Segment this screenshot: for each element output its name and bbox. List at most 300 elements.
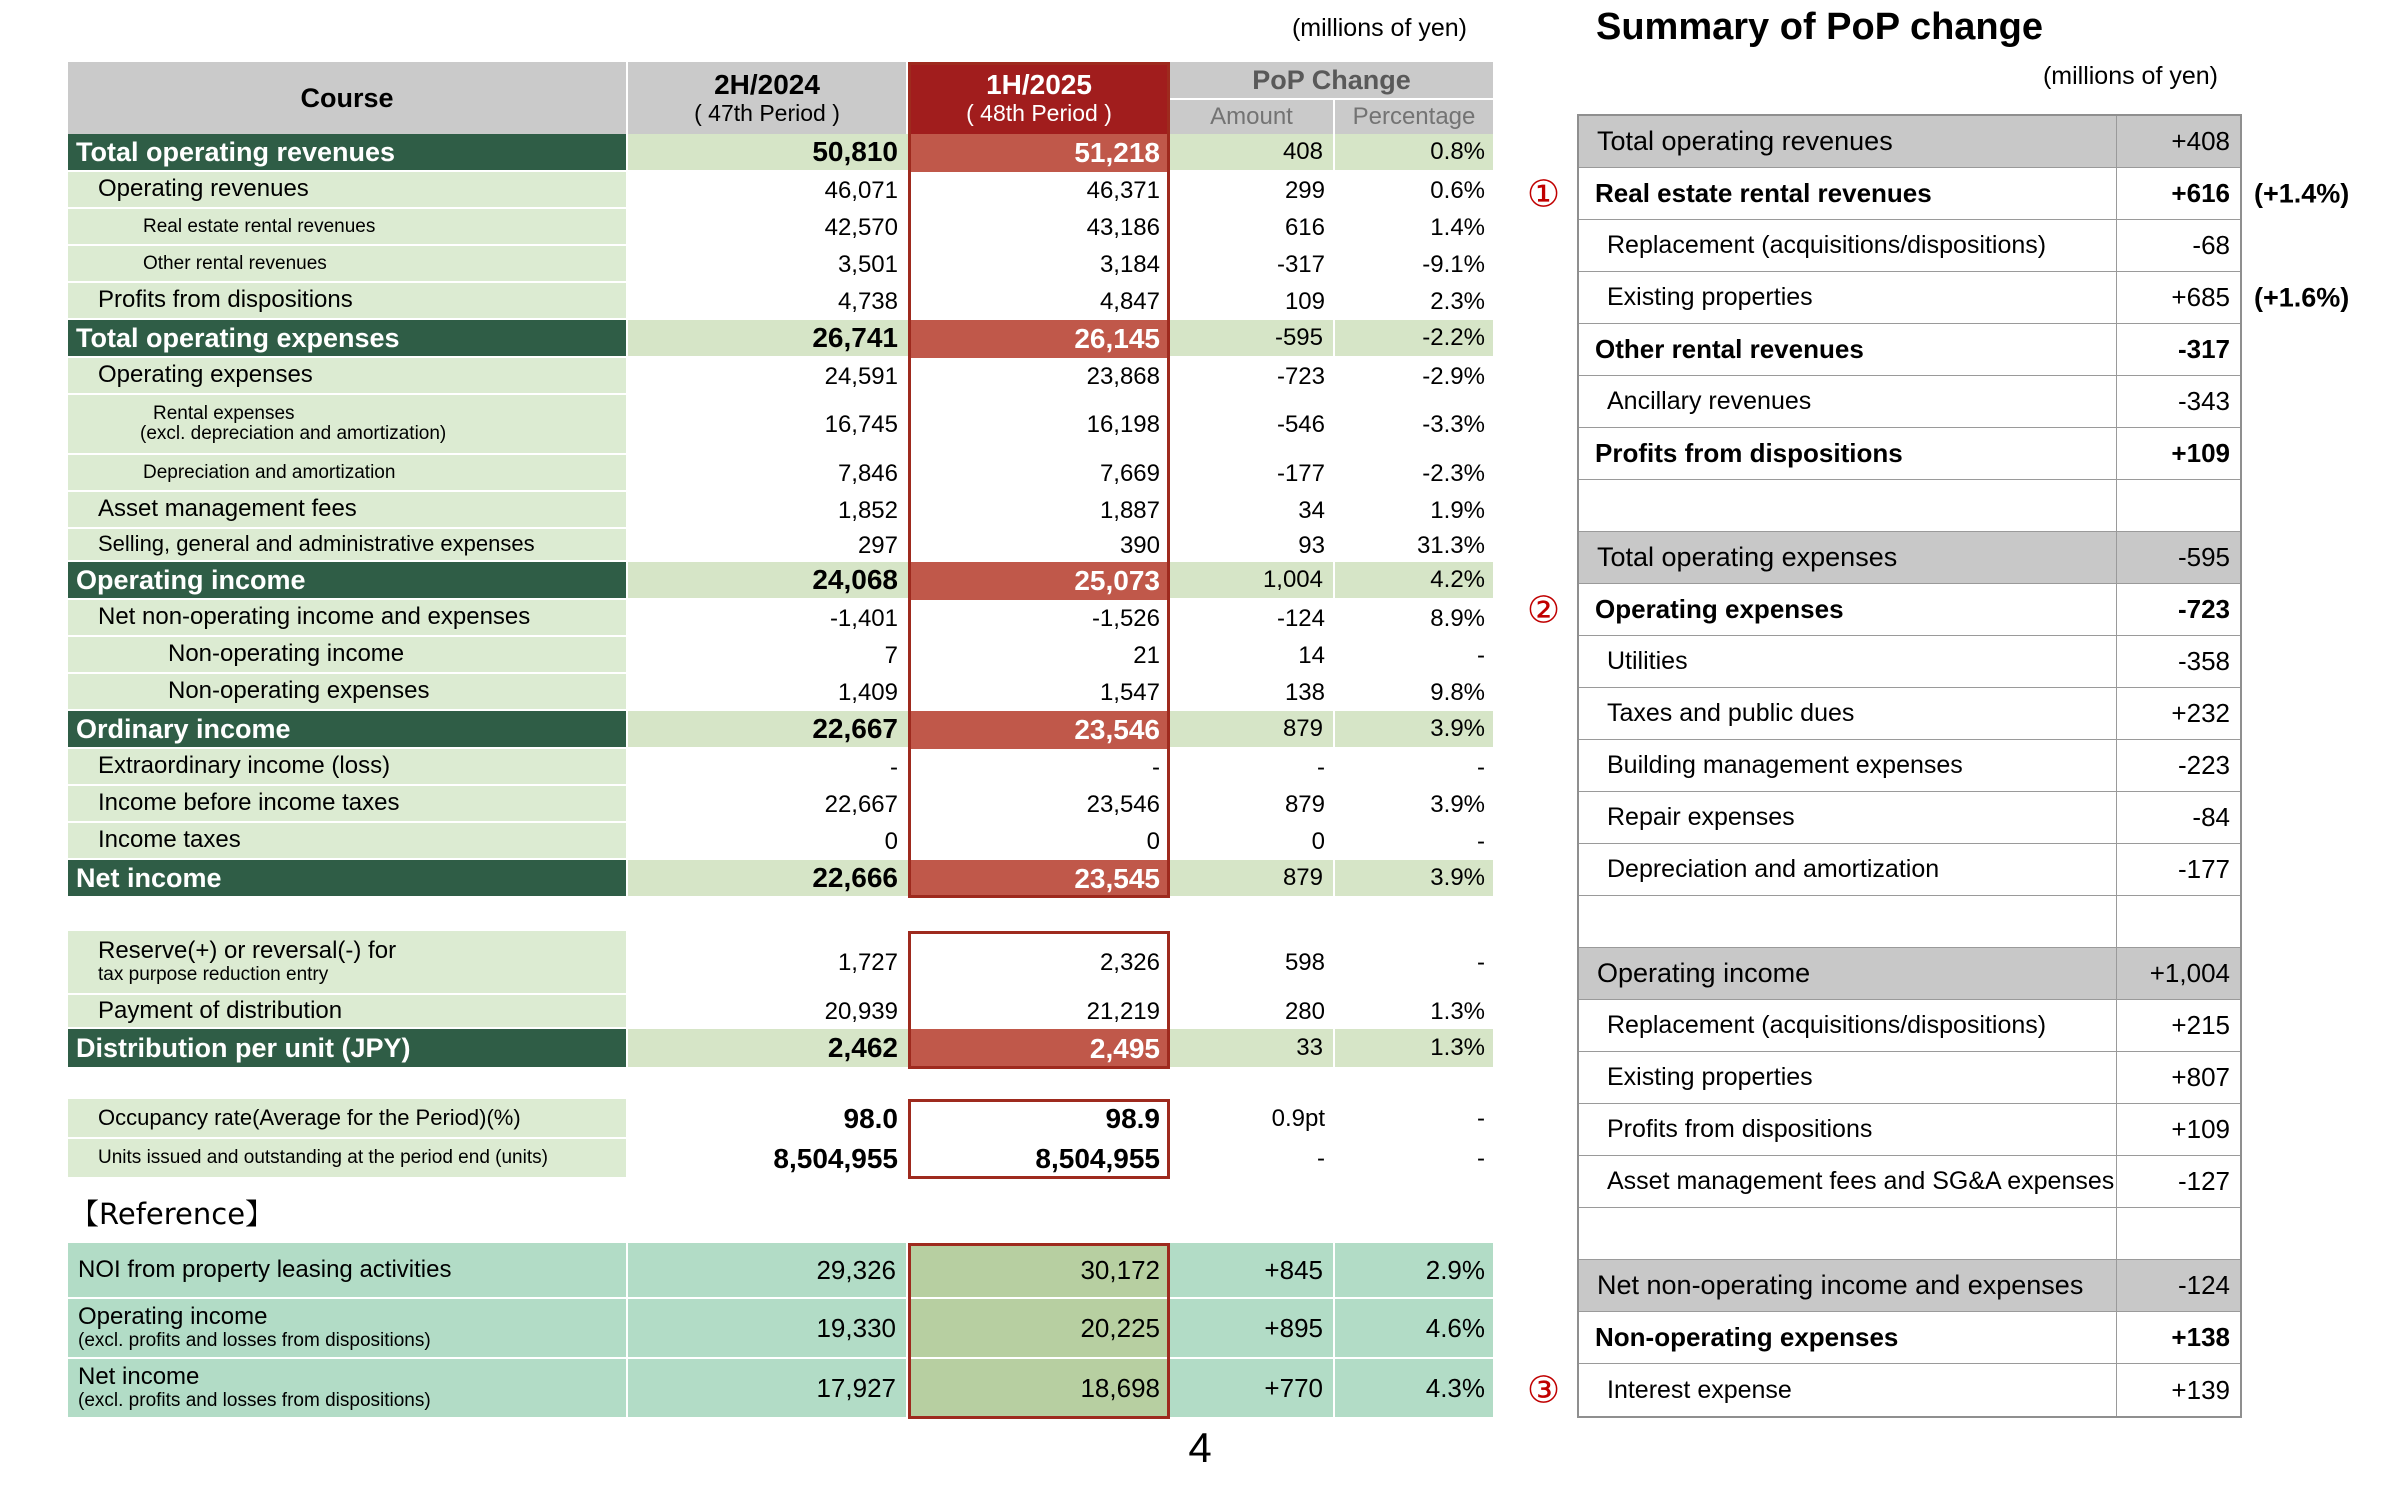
table-row xyxy=(68,455,1493,492)
table-row xyxy=(68,637,1493,674)
summary-value: -177 xyxy=(2177,854,2230,884)
row-label: Total operating revenues xyxy=(76,136,396,167)
table-row xyxy=(68,1359,1493,1419)
summary-row xyxy=(1579,116,2240,168)
summary-label: Taxes and public dues xyxy=(1579,688,2117,739)
cell-pop-percentage: 8.9% xyxy=(1430,604,1485,632)
cell-1h2025-value: 46,371 xyxy=(1086,176,1160,204)
summary-label: Existing properties xyxy=(1579,272,2117,323)
cell-label xyxy=(68,283,628,320)
cell-pop-amount: 109 xyxy=(1284,287,1325,315)
cell-2h2024-value: 17,927 xyxy=(628,1359,908,1419)
cell-label xyxy=(68,209,628,246)
row-label: Asset management fees xyxy=(98,495,357,523)
cell-1h2025-value: 7,669 xyxy=(1099,459,1160,487)
summary-value: -84 xyxy=(2192,802,2230,832)
summary-row xyxy=(1579,428,2240,480)
cell-pop-amount: 616 xyxy=(1284,213,1325,241)
table-row xyxy=(68,358,1493,395)
table-row xyxy=(68,1029,1493,1069)
cell-pop-amount: -124 xyxy=(1276,604,1325,632)
summary-label: Utilities xyxy=(1579,636,2117,687)
row-label: Reserve(+) or reversal(-) for xyxy=(98,937,397,965)
cell-2h2024-value: 22,666 xyxy=(628,860,908,898)
period-a-label: 2H/2024 xyxy=(714,69,820,101)
summary-label xyxy=(1579,1208,2117,1259)
cell-pop-percentage: 1.9% xyxy=(1430,496,1485,524)
summary-label: Profits from dispositions xyxy=(1579,428,2117,479)
cell-label xyxy=(68,1139,628,1179)
summary-value: -317 xyxy=(2177,334,2230,364)
summary-label: Repair expenses xyxy=(1579,792,2117,843)
cell-pop-percentage: 1.3% xyxy=(1335,1029,1493,1069)
summary-value: +807 xyxy=(2171,1062,2230,1092)
cell-1h2025-value: 1,887 xyxy=(1099,496,1160,524)
row-label: Operating expenses xyxy=(98,361,313,389)
cell-pop-percentage: - xyxy=(1477,753,1485,781)
cell-1h2025-value: 2,495 xyxy=(908,1029,1170,1069)
cell-label xyxy=(68,711,628,749)
cell-pop-percentage: -2.9% xyxy=(1422,362,1485,390)
table-row xyxy=(68,1099,1493,1139)
cell-1h2025-value: 23,545 xyxy=(908,860,1170,898)
table-row xyxy=(68,786,1493,823)
period-b-label: 1H/2025 xyxy=(986,69,1092,101)
summary-label: Operating expenses xyxy=(1579,584,2117,635)
cell-pop-amount: -317 xyxy=(1276,250,1325,278)
cell-1h2025-value: 23,868 xyxy=(1086,362,1160,390)
cell-label xyxy=(68,172,628,209)
cell-1h2025-value: 43,186 xyxy=(1086,213,1160,241)
summary-label: Depreciation and amortization xyxy=(1579,844,2117,895)
summary-label: Total operating expenses xyxy=(1579,532,2117,583)
column-header-1h2025 xyxy=(908,62,1170,134)
summary-row xyxy=(1579,480,2240,532)
cell-2h2024-value: 42,570 xyxy=(824,213,898,241)
summary-value: +109 xyxy=(2171,1114,2230,1144)
cell-2h2024-value: 24,068 xyxy=(628,562,908,600)
cell-pop-percentage: 3.9% xyxy=(1430,790,1485,818)
table-row xyxy=(68,246,1493,283)
summary-row xyxy=(1579,948,2240,1000)
summary-value: +1,004 xyxy=(2149,958,2230,988)
summary-label: Total operating revenues xyxy=(1579,116,2117,167)
row-label: Net non-operating income and expenses xyxy=(98,603,531,631)
cell-2h2024-value: 4,738 xyxy=(837,287,898,315)
row-label: Extraordinary income (loss) xyxy=(98,752,391,780)
cell-1h2025-value: 0 xyxy=(1146,827,1160,855)
row-label: Income taxes xyxy=(98,826,241,854)
reference-heading: 【Reference】 xyxy=(70,1197,275,1231)
cell-2h2024-value: 1,727 xyxy=(837,949,898,976)
table-row xyxy=(68,600,1493,637)
row-label: Selling, general and administrative expenses xyxy=(98,531,535,557)
cell-1h2025-value: 23,546 xyxy=(908,711,1170,749)
cell-2h2024-value: 7 xyxy=(884,641,898,669)
table-row xyxy=(68,562,1493,600)
table-row xyxy=(68,134,1493,172)
cell-label xyxy=(68,246,628,283)
cell-label xyxy=(68,320,628,358)
summary-rows xyxy=(1527,116,2350,1416)
summary-value: +408 xyxy=(2171,126,2230,156)
summary-row xyxy=(1579,376,2240,428)
summary-row xyxy=(1579,1104,2240,1156)
summary-row xyxy=(1579,688,2240,740)
cell-pop-percentage: - xyxy=(1477,827,1485,855)
cell-pop-amount: +895 xyxy=(1170,1299,1335,1359)
cell-2h2024-value: 297 xyxy=(857,531,898,559)
row-label: Units issued and outstanding at the period end (units) xyxy=(98,1147,548,1169)
cell-pop-amount: 0 xyxy=(1311,827,1325,855)
cell-2h2024-value: 24,591 xyxy=(824,362,898,390)
summary-title: Summary of PoP change xyxy=(1596,6,2043,48)
income-statement-table xyxy=(68,62,1493,1179)
cell-2h2024-value: 26,741 xyxy=(628,320,908,358)
cell-1h2025-value: 2,326 xyxy=(1099,949,1160,976)
summary-value: -124 xyxy=(2177,1270,2230,1300)
summary-value: -595 xyxy=(2177,542,2230,572)
cell-2h2024-value: 7,846 xyxy=(837,459,898,487)
cell-1h2025-value: 30,172 xyxy=(908,1243,1170,1299)
cell-1h2025-value: 3,184 xyxy=(1099,250,1160,278)
table-header-row xyxy=(68,62,1493,134)
summary-label: Asset management fees and SG&A expenses xyxy=(1579,1156,2117,1207)
row-label-line2: (excl. profits and losses from dispositions) xyxy=(78,1389,431,1411)
table-row xyxy=(68,931,1493,995)
reference-rows xyxy=(68,1243,1493,1419)
row-label: Operating income xyxy=(78,1303,268,1331)
cell-2h2024-value: 29,326 xyxy=(628,1243,908,1299)
table-row xyxy=(68,320,1493,358)
cell-label xyxy=(68,1299,628,1359)
summary-row xyxy=(1579,896,2240,948)
table-row xyxy=(68,172,1493,209)
summary-label: Existing properties xyxy=(1579,1052,2117,1103)
page-number: 4 xyxy=(1188,1424,1212,1471)
cell-pop-percentage: 2.3% xyxy=(1430,287,1485,315)
summary-label xyxy=(1579,896,2117,947)
row-label: Other rental revenues xyxy=(143,252,327,274)
row-label: Income before income taxes xyxy=(98,789,400,817)
cell-1h2025-value: 390 xyxy=(1119,531,1160,559)
summary-row xyxy=(1579,1156,2240,1208)
summary-value xyxy=(2117,1208,2240,1259)
summary-label: Non-operating expenses xyxy=(1579,1312,2117,1363)
cell-pop-amount: 93 xyxy=(1298,531,1325,559)
cell-label xyxy=(68,995,628,1029)
pop-change-label: PoP Change xyxy=(1170,62,1493,100)
cell-pop-amount: +845 xyxy=(1170,1243,1335,1299)
cell-pop-percentage: 1.4% xyxy=(1430,213,1485,241)
cell-label xyxy=(68,823,628,860)
column-header-course: Course xyxy=(68,62,628,134)
summary-row xyxy=(1579,1208,2240,1260)
cell-pop-amount: 138 xyxy=(1284,678,1325,706)
row-label: Net income xyxy=(76,862,222,893)
cell-label xyxy=(68,1359,628,1419)
cell-pop-amount: 33 xyxy=(1170,1029,1335,1069)
table-row xyxy=(68,1243,1493,1299)
cell-pop-percentage: 31.3% xyxy=(1416,531,1485,559)
cell-label xyxy=(68,562,628,600)
annotation-percentage: (+1.6%) xyxy=(2254,282,2350,312)
summary-label: Ancillary revenues xyxy=(1579,376,2117,427)
pop-summary-table xyxy=(1527,114,2350,1418)
cell-1h2025-value: 4,847 xyxy=(1099,287,1160,315)
cell-pop-percentage: -2.3% xyxy=(1422,459,1485,487)
summary-row xyxy=(1527,584,2240,636)
column-header-amount: Amount xyxy=(1170,100,1335,134)
cell-2h2024-value: 50,810 xyxy=(628,134,908,172)
cell-2h2024-value: 98.0 xyxy=(843,1103,898,1134)
row-label: Non-operating income xyxy=(168,640,405,668)
cell-label xyxy=(68,749,628,786)
cell-pop-percentage: 9.8% xyxy=(1430,678,1485,706)
cell-label xyxy=(68,600,628,637)
cell-pop-percentage: 4.3% xyxy=(1335,1359,1493,1419)
table-row xyxy=(68,395,1493,455)
cell-pop-amount: 879 xyxy=(1284,790,1325,818)
summary-value: +616 xyxy=(2171,178,2230,208)
summary-row xyxy=(1579,324,2240,376)
row-label: Operating income xyxy=(76,564,306,595)
table-row xyxy=(68,711,1493,749)
cell-1h2025-value: 21 xyxy=(1133,641,1160,669)
cell-pop-amount: -723 xyxy=(1276,362,1325,390)
cell-pop-amount: 879 xyxy=(1170,711,1335,749)
summary-value: +215 xyxy=(2171,1010,2230,1040)
row-label: Rental expenses xyxy=(153,402,295,424)
cell-pop-amount: - xyxy=(1317,1145,1325,1172)
cell-pop-percentage: 3.9% xyxy=(1335,711,1493,749)
cell-pop-amount: -546 xyxy=(1276,411,1325,438)
column-header-2h2024 xyxy=(628,62,908,134)
cell-label xyxy=(68,637,628,674)
cell-label xyxy=(68,395,628,455)
summary-label: Replacement (acquisitions/dispositions) xyxy=(1579,220,2117,271)
column-header-pop-change xyxy=(1170,62,1493,134)
table-row xyxy=(68,674,1493,711)
cell-pop-percentage: - xyxy=(1477,1145,1485,1172)
cell-2h2024-value: -1,401 xyxy=(829,604,898,632)
summary-value xyxy=(2117,896,2240,947)
cell-1h2025-value: 26,145 xyxy=(908,320,1170,358)
cell-pop-percentage: - xyxy=(1477,641,1485,669)
summary-value: -127 xyxy=(2177,1166,2230,1196)
cell-1h2025-value: 1,547 xyxy=(1099,678,1160,706)
row-label: NOI from property leasing activities xyxy=(78,1255,452,1283)
row-label: Total operating expenses xyxy=(76,322,400,353)
summary-value: -343 xyxy=(2177,386,2230,416)
summary-value: +138 xyxy=(2171,1322,2230,1352)
cell-2h2024-value: 1,852 xyxy=(837,496,898,524)
row-label: Net income xyxy=(78,1363,200,1391)
summary-label: Interest expense xyxy=(1579,1364,2117,1416)
summary-row xyxy=(1579,220,2240,272)
cell-1h2025-value: 20,225 xyxy=(908,1299,1170,1359)
row-label-line2: tax purpose reduction entry xyxy=(98,963,329,985)
summary-row xyxy=(1579,532,2240,584)
cell-1h2025-value: 18,698 xyxy=(908,1359,1170,1419)
cell-label xyxy=(68,1243,628,1299)
cell-1h2025-value: 16,198 xyxy=(1086,411,1160,438)
cell-1h2025-value: -1,526 xyxy=(1091,604,1160,632)
cell-pop-percentage: 2.9% xyxy=(1335,1243,1493,1299)
summary-label: Replacement (acquisitions/dispositions) xyxy=(1579,1000,2117,1051)
cell-pop-percentage: -3.3% xyxy=(1422,411,1485,438)
row-label: Operating revenues xyxy=(98,175,309,203)
row-label: Payment of distribution xyxy=(98,996,343,1024)
period-b-sublabel: ( 48th Period ) xyxy=(966,100,1112,127)
cell-1h2025-value: 8,504,955 xyxy=(1035,1143,1160,1174)
cell-label xyxy=(68,358,628,395)
cell-pop-amount: 0.9pt xyxy=(1271,1105,1325,1132)
cell-pop-amount: 299 xyxy=(1284,176,1325,204)
cell-2h2024-value: 22,667 xyxy=(824,790,898,818)
cell-2h2024-value: 20,939 xyxy=(824,998,898,1025)
cell-pop-amount: 280 xyxy=(1284,998,1325,1025)
row-label: Profits from dispositions xyxy=(98,286,353,314)
summary-value: +139 xyxy=(2171,1374,2230,1405)
summary-label: Other rental revenues xyxy=(1579,324,2117,375)
cell-pop-amount: 14 xyxy=(1298,641,1325,669)
summary-value: -68 xyxy=(2192,230,2230,260)
cell-pop-amount: 1,004 xyxy=(1170,562,1335,600)
pop-change-subheaders xyxy=(1170,100,1493,134)
cell-pop-percentage: -2.2% xyxy=(1335,320,1493,358)
summary-row xyxy=(1579,844,2240,896)
reference-table xyxy=(68,1243,1493,1419)
summary-row xyxy=(1527,1364,2240,1416)
row-label: Depreciation and amortization xyxy=(143,461,396,483)
summary-value: +109 xyxy=(2171,438,2230,468)
row-label-line2: (excl. profits and losses from dispositions) xyxy=(78,1329,431,1351)
cell-label xyxy=(68,786,628,823)
cell-label xyxy=(68,455,628,492)
cell-pop-percentage: - xyxy=(1477,1105,1485,1132)
cell-pop-amount: - xyxy=(1317,753,1325,781)
table-row xyxy=(68,860,1493,898)
summary-row xyxy=(1579,792,2240,844)
cell-pop-percentage: 3.9% xyxy=(1335,860,1493,898)
marker-circled-number: ① xyxy=(1527,172,1561,215)
cell-pop-amount: 879 xyxy=(1170,860,1335,898)
summary-row xyxy=(1579,740,2240,792)
summary-row xyxy=(1579,272,2350,324)
summary-row xyxy=(1579,1312,2240,1364)
summary-value: -723 xyxy=(2177,594,2230,624)
cell-pop-percentage: - xyxy=(1477,949,1485,976)
cell-2h2024-value: 0 xyxy=(884,827,898,855)
summary-row xyxy=(1579,636,2240,688)
cell-2h2024-value: - xyxy=(890,753,898,781)
summary-label: Profits from dispositions xyxy=(1579,1104,2117,1155)
table-row xyxy=(68,529,1493,562)
cell-label xyxy=(68,1099,628,1139)
cell-2h2024-value: 2,462 xyxy=(628,1029,908,1069)
summary-row xyxy=(1527,168,2350,220)
summary-value: -358 xyxy=(2177,646,2230,676)
cell-label xyxy=(68,1029,628,1069)
summary-value xyxy=(2117,480,2240,531)
table-row xyxy=(68,283,1493,320)
cell-pop-percentage: 4.2% xyxy=(1335,562,1493,600)
marker-circled-number: ③ xyxy=(1527,1368,1561,1412)
table-row xyxy=(68,1299,1493,1359)
cell-2h2024-value: 46,071 xyxy=(824,176,898,204)
table-row xyxy=(68,995,1493,1029)
cell-2h2024-value: 16,745 xyxy=(824,411,898,438)
cell-2h2024-value: 22,667 xyxy=(628,711,908,749)
table-row xyxy=(68,209,1493,246)
cell-pop-amount: 34 xyxy=(1298,496,1325,524)
cell-pop-amount: 598 xyxy=(1284,949,1325,976)
cell-pop-percentage: 0.8% xyxy=(1335,134,1493,172)
cell-1h2025-value: 98.9 xyxy=(1105,1103,1160,1134)
cell-pop-amount: 408 xyxy=(1170,134,1335,172)
summary-label: Building management expenses xyxy=(1579,740,2117,791)
summary-row xyxy=(1579,1260,2240,1312)
row-label: Distribution per unit (JPY) xyxy=(76,1032,411,1063)
cell-pop-amount: +770 xyxy=(1170,1359,1335,1419)
row-label: Real estate rental revenues xyxy=(143,215,376,237)
row-label: Occupancy rate(Average for the Period)(%) xyxy=(98,1104,521,1130)
summary-label: Net non-operating income and expenses xyxy=(1579,1260,2117,1311)
table-row xyxy=(68,492,1493,529)
cell-1h2025-value: 51,218 xyxy=(908,134,1170,172)
cell-1h2025-value: 21,219 xyxy=(1086,998,1160,1025)
cell-pop-percentage: 1.3% xyxy=(1430,998,1485,1025)
cell-pop-amount: -177 xyxy=(1276,459,1325,487)
marker-circled-number: ② xyxy=(1527,588,1561,631)
left-table-unit-note: (millions of yen) xyxy=(1291,14,1467,42)
cell-2h2024-value: 19,330 xyxy=(628,1299,908,1359)
main-rows xyxy=(68,134,1493,898)
cell-label xyxy=(68,674,628,711)
summary-row xyxy=(1579,1000,2240,1052)
cell-label xyxy=(68,931,628,995)
distribution-rows xyxy=(68,931,1493,1069)
row-label: Ordinary income xyxy=(76,713,291,744)
summary-value: +232 xyxy=(2171,698,2230,728)
column-header-percentage: Percentage xyxy=(1352,103,1476,130)
row-label: Non-operating expenses xyxy=(168,677,430,705)
summary-row xyxy=(1579,1052,2240,1104)
cell-2h2024-value: 3,501 xyxy=(837,250,898,278)
cell-2h2024-value: 8,504,955 xyxy=(773,1143,898,1174)
cell-pop-percentage: 0.6% xyxy=(1430,176,1485,204)
cell-2h2024-value: 1,409 xyxy=(837,678,898,706)
cell-1h2025-value: 25,073 xyxy=(908,562,1170,600)
summary-value: -223 xyxy=(2177,750,2230,780)
cell-pop-amount: -595 xyxy=(1170,320,1335,358)
cell-label xyxy=(68,529,628,562)
table-row xyxy=(68,749,1493,786)
cell-label xyxy=(68,134,628,172)
table-row xyxy=(68,1139,1493,1179)
table-row xyxy=(68,823,1493,860)
occupancy-rows xyxy=(68,1099,1493,1179)
row-label-line2: (excl. depreciation and amortization) xyxy=(140,423,447,445)
cell-label xyxy=(68,492,628,529)
summary-label: Operating income xyxy=(1579,948,2117,999)
annotation-percentage: (+1.4%) xyxy=(2254,178,2350,208)
period-a-sublabel: ( 47th Period ) xyxy=(694,100,840,127)
summary-label xyxy=(1579,480,2117,531)
cell-label xyxy=(68,860,628,898)
summary-value: +685 xyxy=(2171,282,2230,312)
